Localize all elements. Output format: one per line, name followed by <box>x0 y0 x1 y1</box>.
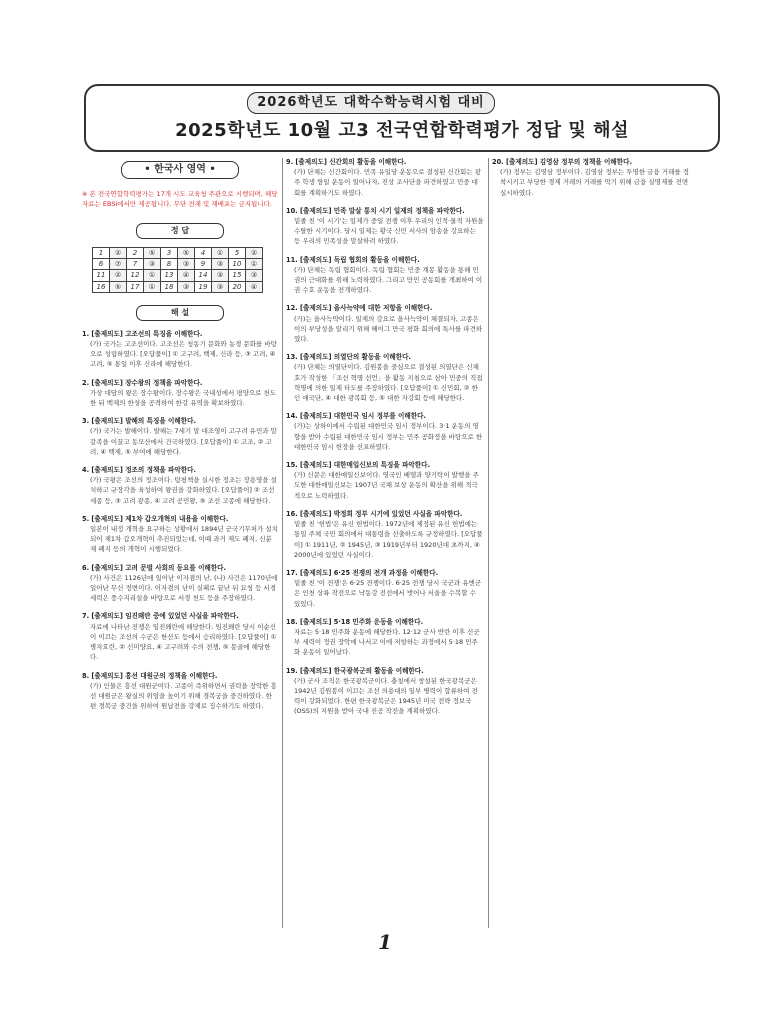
item-explanation: (가)는 상하이에서 수립된 대한민국 임시 정부이다. 3·1 운동의 영향을 받아 수립된 대한민국 임시 정부는 민주 공화정을 바탕으로 한 대한민국 임시 헌장을 선포하였다. <box>294 422 483 451</box>
item-heading: 13. [출제의도] 의열단의 활동을 이해한다. <box>286 353 411 362</box>
answer-choice: ① <box>144 281 161 292</box>
explanation-item <box>286 255 484 296</box>
item-explanation: (가) 인물은 흥선 대원군이다. 고종이 즉위하면서 권력을 장악한 흥선 대원군은 왕실의 위엄을 높이기 위해 경복궁을 중건하였다. 한편 경복궁 중건을 위하여 원납전을 강제로 징수하기도 하였다. <box>90 681 277 711</box>
answer-choice: ⑦ <box>110 259 127 270</box>
explanation-item <box>82 671 278 712</box>
question-number: 18 <box>161 281 178 292</box>
item-heading: 3. [출제의도] 발해의 특징을 이해한다. <box>82 417 196 426</box>
answer-row <box>93 259 263 270</box>
column-divider <box>488 158 489 928</box>
item-heading: 16. [출제의도] 박정희 정부 시기에 있었던 사실을 파악한다. <box>286 509 463 518</box>
item-explanation: (가) 단체는 의열단이다. 김원봉을 중심으로 결성된 의열단은 신채호가 작성한 「조선 혁명 선언」을 활동 지침으로 삼아 민중의 직접 혁명에 의한 일제 타도를 주장하였다. [오답풀이] ① 신민회, ② 한인 애국단, ④ 대한 광복회 등, ⑤ 대한 자강회 등에 해당한다. <box>294 363 483 403</box>
question-number: 2 <box>127 248 144 259</box>
question-number: 5 <box>229 248 246 259</box>
question-number: 6 <box>93 259 110 270</box>
item-explanation: (가) 군사 조직은 한국광복군이다. 충칭에서 창설된 한국광복군은 1942년 김원봉이 이끄는 조선 의용대의 일부 병력이 합류하여 전력이 강화되었다. 한편 한국광복군은 1945년 미국 전략 정보국(OSS)의 지원을 받아 국내 진공 작전을 계획하였다. <box>294 676 478 716</box>
item-heading: 7. [출제의도] 임진왜란 중에 있었던 사실을 파악한다. <box>82 612 239 621</box>
question-number: 4 <box>195 248 212 259</box>
answer-choice: ⑤ <box>144 248 161 259</box>
answer-choice: ① <box>144 270 161 281</box>
question-number: 7 <box>127 259 144 270</box>
item-heading: 18. [출제의도] 5·18 민주화 운동을 이해한다. <box>286 617 424 626</box>
item-explanation: (가) 단체는 독립 협회이다. 독립 협회는 민중 계몽 활동을 통해 민권의 근대화를 위해 노력하였다. 그리고 만민 공동회를 개최하여 이권 수호 운동을 전개하였다. <box>294 265 483 295</box>
explanation-item <box>286 157 484 198</box>
question-number: 13 <box>161 270 178 281</box>
item-heading: 6. [출제의도] 고려 문벌 사회의 동요를 이해한다. <box>82 563 227 572</box>
item-heading: 14. [출제의도] 대한민국 임시 정부를 이해한다. <box>286 412 426 421</box>
explanation-item <box>82 563 278 604</box>
answer-row <box>93 270 263 281</box>
item-explanation: 일본이 내정 개혁을 요구하는 상황에서 1894년 군국기무처가 설치되어 제1차 갑오개혁이 추진되었는데, 이때 과거 제도 폐지, 신분제 폐지 등의 개혁이 시행되었다. <box>90 525 278 554</box>
item-explanation: (가)는 을사늑약이다. 일제의 강요로 을사늑약이 체결되자, 고종은 이의 부당성을 알리기 위해 헤이그 만국 평화 회의에 특사를 파견하였다. <box>294 314 483 344</box>
question-number: 20 <box>229 281 246 292</box>
page-title: 2025학년도 10월 고3 전국연합학력평가 정답 및 해설 <box>175 120 629 141</box>
answer-table <box>92 247 263 293</box>
item-heading: 19. [출제의도] 한국광복군의 활동을 이해한다. <box>286 666 424 675</box>
copyright-notice: ※ 본 전국연합학력평가는 17개 시도 교육청 주관으로 시행되며, 해당 자료는 EBSi에서만 제공됩니다. 무단 전재 및 재배포는 금지됩니다. <box>82 190 278 208</box>
item-heading: 17. [출제의도] 6·25 전쟁의 전개 과정을 이해한다. <box>286 568 439 577</box>
answer-choice: ③ <box>246 270 263 281</box>
question-number: 15 <box>229 270 246 281</box>
question-number: 9 <box>195 259 212 270</box>
question-number: 1 <box>93 248 110 259</box>
answers-label: 정 답 <box>136 223 224 239</box>
question-number: 3 <box>161 248 178 259</box>
item-explanation: 밑줄 친 '이 시기'는 일제가 중일 전쟁 이후 우리의 인적·물적 자원을 수탈한 시기이다. 당시 일제는 황국 신민 서사의 암송을 강요하는 등 우리의 민족성을 말살하려 하였다. <box>294 217 484 246</box>
answer-choice: ③ <box>212 259 229 270</box>
answer-choice: ③ <box>212 270 229 281</box>
exam-subtitle: 2026학년도 대학수학능력시험 대비 <box>247 92 495 114</box>
item-explanation: (가) 국가는 고조선이다. 고조선은 청동기 문화와 농경 문화를 바탕으로 성립하였다. [오답풀이] ① 고구려, 백제, 신라 등, ③ 고려, ④ 고려, ⑤ 통일 이후 신라에 해당한다. <box>90 340 277 369</box>
item-heading: 11. [출제의도] 독립 협회의 활동을 이해한다. <box>286 255 420 264</box>
explanation-item <box>82 416 278 457</box>
answer-choice: ③ <box>178 281 195 292</box>
column-divider <box>282 158 283 928</box>
item-heading: 4. [출제의도] 정조의 정책을 파악한다. <box>82 466 196 475</box>
item-heading: 10. [출제의도] 민족 말살 통치 시기 일제의 정책을 파악한다. <box>286 206 465 215</box>
answer-choice: ③ <box>144 259 161 270</box>
answer-choice: ③ <box>212 281 229 292</box>
item-heading: 8. [출제의도] 흥선 대원군의 정책을 이해한다. <box>82 671 218 680</box>
item-heading: 2. [출제의도] 장수왕의 정책을 파악한다. <box>82 378 203 387</box>
item-explanation: (가) 국가는 발해이다. 발해는 7세기 말 대조영이 고구려 유민과 말갈족을 이끌고 동모산에서 건국하였다. [오답풀이] ① 고조, ② 고려, ④ 백제, ⑤ 부여에 해당한다. <box>90 427 277 456</box>
item-heading: 12. [출제의도] 을사늑약에 대한 저항을 이해한다. <box>286 304 433 313</box>
answer-choice: ⑤ <box>178 248 195 259</box>
page-number: 1 <box>378 930 392 954</box>
answer-row <box>93 248 263 259</box>
item-explanation: (가) 정부는 김영삼 정부이다. 김영삼 정부는 투명한 금융 거래를 정착시키고 부당한 경제 거래의 거래를 막기 위해 금융 실명제를 전면 실시하였다. <box>500 168 689 197</box>
question-number: 14 <box>195 270 212 281</box>
explanation-item <box>286 568 484 609</box>
answer-choice: ④ <box>246 281 263 292</box>
answer-choice: ④ <box>178 270 195 281</box>
answer-choice: ② <box>110 270 127 281</box>
explanation-item <box>286 411 484 452</box>
explanation-item <box>82 514 278 555</box>
item-explanation: 가상 대담의 왕은 장수왕이다. 장수왕은 국내성에서 평양으로 천도한 뒤 백제의 한성을 공격하여 한강 유역을 확보하였다. <box>90 388 277 408</box>
section-title: • 한국사 영역 • <box>121 161 239 179</box>
explanation-item <box>82 378 278 409</box>
explanation-item <box>286 509 484 560</box>
answer-choice: ② <box>110 248 127 259</box>
explanation-item <box>82 329 278 370</box>
answer-choice: ③ <box>178 259 195 270</box>
answer-choice: ② <box>246 248 263 259</box>
column-left <box>82 157 278 719</box>
question-number: 8 <box>161 259 178 270</box>
item-heading: 1. [출제의도] 고조선의 특징을 이해한다. <box>82 329 203 338</box>
explanation-item <box>82 611 278 662</box>
answer-row <box>93 281 263 292</box>
explanation-item <box>286 666 484 717</box>
item-heading: 15. [출제의도] 대한매일신보의 특징을 파악한다. <box>286 461 431 470</box>
item-heading: 9. [출제의도] 신간회의 활동을 이해한다. <box>286 158 407 166</box>
item-heading: 5. [출제의도] 제1차 갑오개혁의 내용을 이해한다. <box>82 514 229 523</box>
column-middle <box>286 157 484 725</box>
explanation-item <box>286 206 484 247</box>
explanation-item <box>82 465 278 506</box>
item-explanation: 자료에 나타난 전쟁은 임진왜란에 해당한다. 임진왜란 당시 이순신이 이끄는 조선의 수군은 한산도 등에서 승리하였다. [오답풀이] ① 병자호란, ② 신미양요, ④ 고구려와 수의 전쟁, ⑤ 몽골에 해당한다. <box>90 622 277 662</box>
answer-choice: ① <box>246 259 263 270</box>
item-explanation: 밑줄 친 '헌법'은 유신 헌법이다. 1972년에 제정된 유신 헌법에는 통일 주체 국민 회의에서 대통령을 선출하도록 규정하였다. [오답풀이] ① 1911년, ② 1945년, ③ 1919년부터 1920년대 초까지, ④ 2000년에 있었던 사실이다. <box>294 520 483 559</box>
answer-choice: ① <box>212 248 229 259</box>
question-number: 19 <box>195 281 212 292</box>
question-number: 11 <box>93 270 110 281</box>
explanation-item <box>286 303 484 344</box>
item-heading: 20. [출제의도] 김영삼 정부의 정책을 이해한다. <box>492 158 632 166</box>
column-right <box>492 157 692 206</box>
question-number: 17 <box>127 281 144 292</box>
question-number: 16 <box>93 281 110 292</box>
item-explanation: (가) 사건은 1126년에 일어난 이자겸의 난, (나) 사건은 1170년에 일어난 무신 정변이다. 이자겸의 난이 실패로 끝난 뒤 묘청 등 서경 세력은 풍수지리설을 바탕으로 서경 천도 등을 주장하였다. <box>90 573 278 603</box>
explanation-item <box>492 157 692 198</box>
item-explanation: (가) 단체는 신간회이다. 민족 유일당 운동으로 결성된 신간회는 광주 학생 항일 운동이 일어나자, 진상 조사단을 파견하였고 민중 대회를 계획하기도 하였다. <box>294 168 481 197</box>
item-explanation: 밑줄 친 '이 전쟁'은 6·25 전쟁이다. 6·25 전쟁 당시 국군과 유엔군은 인천 상륙 작전으로 낙동강 전선에서 벗어나 서울을 수복할 수 있었다. <box>294 579 482 608</box>
answer-choice: ⑤ <box>110 281 127 292</box>
question-number: 10 <box>229 259 246 270</box>
explanation-item <box>286 352 484 403</box>
item-explanation: (가) 국왕은 조선의 정조이다. 탕평책을 실시한 정조는 장용영을 설치하고 규장각을 육성하여 왕권을 강화하였다. [오답풀이] ② 조선 세종 등, ③ 고려 광종, ④ 고려 공민왕, ⑤ 조선 고종에 해당한다. <box>90 476 277 505</box>
explanation-label: 해 설 <box>136 305 224 321</box>
explanation-item <box>286 460 484 501</box>
item-explanation: (가) 신문은 대한매일신보이다. 영국인 베델과 양기탁이 발행을 주도한 대한매일신보는 1907년 국채 보상 운동의 확산을 위해 적극적으로 노력하였다. <box>294 471 479 500</box>
item-explanation: 자료는 5·18 민주화 운동에 해당한다. 12·12 군사 반란 이후 신군부 세력이 정권 장악에 나서고 이에 저항하는 과정에서 5·18 민주화 운동이 일어났다. <box>294 627 480 657</box>
explanation-item <box>286 617 484 658</box>
question-number: 12 <box>127 270 144 281</box>
